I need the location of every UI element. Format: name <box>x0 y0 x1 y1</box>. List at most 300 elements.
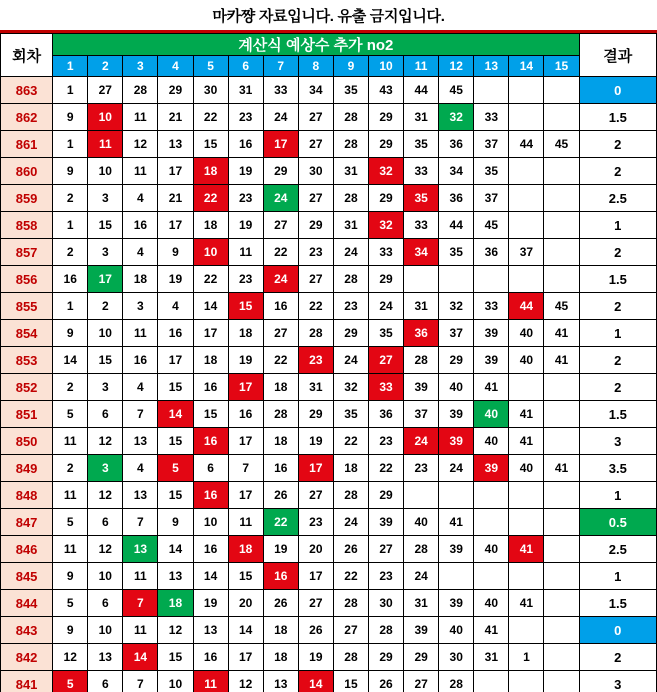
result-cell: 2 <box>579 293 656 320</box>
result-cell: 2 <box>579 644 656 671</box>
number-cell: 24 <box>263 185 298 212</box>
number-cell: 11 <box>53 482 88 509</box>
number-cell: 22 <box>263 347 298 374</box>
number-cell <box>474 482 509 509</box>
table-body <box>1 77 657 692</box>
number-cell: 30 <box>369 590 404 617</box>
number-cell: 12 <box>123 131 158 158</box>
number-cell: 12 <box>53 644 88 671</box>
number-cell: 15 <box>88 212 123 239</box>
result-cell: 0 <box>579 77 656 104</box>
number-cell: 22 <box>263 239 298 266</box>
number-cell: 10 <box>158 671 193 692</box>
number-cell: 2 <box>53 239 88 266</box>
number-cell: 11 <box>123 617 158 644</box>
number-cell: 44 <box>509 131 544 158</box>
prediction-table <box>0 33 657 692</box>
number-cell: 37 <box>474 131 509 158</box>
number-cell <box>439 563 474 590</box>
number-cell: 16 <box>158 320 193 347</box>
number-cell: 24 <box>404 563 439 590</box>
column-number-13: 13 <box>474 56 509 77</box>
number-cell: 36 <box>369 401 404 428</box>
number-cell <box>544 644 579 671</box>
number-cell: 41 <box>474 617 509 644</box>
number-cell: 18 <box>193 212 228 239</box>
number-cell: 18 <box>263 644 298 671</box>
number-cell: 16 <box>193 644 228 671</box>
number-cell: 23 <box>369 563 404 590</box>
number-cell: 44 <box>439 212 474 239</box>
number-cell: 18 <box>193 158 228 185</box>
number-cell <box>544 482 579 509</box>
number-cell: 27 <box>263 320 298 347</box>
number-cell: 40 <box>474 536 509 563</box>
number-cell: 39 <box>439 428 474 455</box>
number-cell: 16 <box>123 212 158 239</box>
result-cell: 1.5 <box>579 401 656 428</box>
number-cell: 7 <box>123 401 158 428</box>
number-cell: 26 <box>263 590 298 617</box>
number-cell: 28 <box>369 617 404 644</box>
table-row <box>1 509 657 536</box>
number-cell: 7 <box>123 590 158 617</box>
number-cell: 40 <box>439 617 474 644</box>
number-cell: 27 <box>369 347 404 374</box>
number-cell: 27 <box>298 104 333 131</box>
number-cell: 14 <box>158 536 193 563</box>
number-cell: 35 <box>404 131 439 158</box>
number-cell: 28 <box>333 266 368 293</box>
number-cell <box>509 266 544 293</box>
number-cell: 13 <box>123 482 158 509</box>
round-number: 855 <box>1 293 53 320</box>
result-cell: 1.5 <box>579 266 656 293</box>
number-cell: 23 <box>228 185 263 212</box>
table-row <box>1 320 657 347</box>
number-cell: 16 <box>193 374 228 401</box>
number-cell: 34 <box>404 239 439 266</box>
number-cell <box>509 482 544 509</box>
number-cell: 44 <box>509 293 544 320</box>
number-cell: 24 <box>333 509 368 536</box>
number-cell: 28 <box>404 536 439 563</box>
result-cell: 1 <box>579 320 656 347</box>
number-cell: 41 <box>544 455 579 482</box>
number-cell: 18 <box>228 536 263 563</box>
number-cell <box>544 374 579 401</box>
number-cell: 37 <box>439 320 474 347</box>
number-cell: 31 <box>228 77 263 104</box>
result-cell: 2 <box>579 347 656 374</box>
number-cell: 11 <box>123 320 158 347</box>
number-cell: 13 <box>88 644 123 671</box>
number-cell: 11 <box>123 104 158 131</box>
number-cell: 16 <box>123 347 158 374</box>
round-number: 849 <box>1 455 53 482</box>
number-cell <box>509 158 544 185</box>
number-cell <box>439 482 474 509</box>
number-cell: 13 <box>193 617 228 644</box>
number-cell: 36 <box>439 185 474 212</box>
number-cell: 18 <box>228 320 263 347</box>
round-number: 841 <box>1 671 53 692</box>
number-cell: 17 <box>158 158 193 185</box>
number-cell: 26 <box>263 482 298 509</box>
number-cell: 22 <box>193 185 228 212</box>
round-number: 854 <box>1 320 53 347</box>
number-cell: 40 <box>404 509 439 536</box>
number-cell: 3 <box>88 185 123 212</box>
number-cell: 10 <box>193 509 228 536</box>
number-cell: 16 <box>53 266 88 293</box>
number-cell: 1 <box>509 644 544 671</box>
round-number: 859 <box>1 185 53 212</box>
number-cell: 28 <box>333 104 368 131</box>
number-cell: 36 <box>404 320 439 347</box>
number-cell <box>474 266 509 293</box>
number-cell <box>474 671 509 692</box>
number-cell: 35 <box>439 239 474 266</box>
number-cell: 28 <box>333 590 368 617</box>
number-cell: 29 <box>369 185 404 212</box>
number-cell: 15 <box>158 644 193 671</box>
number-cell: 39 <box>439 536 474 563</box>
number-cell: 9 <box>158 239 193 266</box>
column-number-5: 5 <box>193 56 228 77</box>
table-row <box>1 644 657 671</box>
number-cell: 23 <box>298 347 333 374</box>
number-cell: 40 <box>509 455 544 482</box>
number-cell <box>509 104 544 131</box>
number-cell <box>509 185 544 212</box>
number-cell: 22 <box>369 455 404 482</box>
number-cell: 13 <box>263 671 298 692</box>
number-cell: 4 <box>123 374 158 401</box>
round-number: 861 <box>1 131 53 158</box>
round-number: 843 <box>1 617 53 644</box>
result-cell: 1 <box>579 212 656 239</box>
number-cell: 11 <box>88 131 123 158</box>
number-cell <box>404 266 439 293</box>
number-cell: 32 <box>439 293 474 320</box>
number-cell: 33 <box>369 239 404 266</box>
number-cell: 29 <box>298 212 333 239</box>
number-cell: 7 <box>123 671 158 692</box>
result-cell: 0 <box>579 617 656 644</box>
number-cell: 16 <box>263 563 298 590</box>
number-cell: 17 <box>193 320 228 347</box>
number-cell: 29 <box>369 104 404 131</box>
number-cell: 15 <box>88 347 123 374</box>
column-number-11: 11 <box>404 56 439 77</box>
number-cell: 13 <box>158 563 193 590</box>
number-cell: 40 <box>509 347 544 374</box>
number-cell: 9 <box>158 509 193 536</box>
number-cell: 30 <box>193 77 228 104</box>
result-cell: 1.5 <box>579 590 656 617</box>
number-cell: 27 <box>298 266 333 293</box>
number-cell: 10 <box>88 563 123 590</box>
number-cell <box>509 563 544 590</box>
number-cell: 31 <box>333 212 368 239</box>
number-cell: 29 <box>263 158 298 185</box>
number-cell: 24 <box>263 104 298 131</box>
number-cell: 41 <box>439 509 474 536</box>
number-cell: 40 <box>474 428 509 455</box>
result-cell: 1 <box>579 563 656 590</box>
number-cell: 24 <box>333 239 368 266</box>
result-cell: 3 <box>579 428 656 455</box>
number-cell: 27 <box>369 536 404 563</box>
number-cell: 2 <box>53 374 88 401</box>
round-number: 860 <box>1 158 53 185</box>
number-cell: 17 <box>158 212 193 239</box>
number-cell: 19 <box>298 644 333 671</box>
number-cell: 26 <box>333 536 368 563</box>
round-number: 850 <box>1 428 53 455</box>
number-cell: 16 <box>228 401 263 428</box>
number-cell: 15 <box>158 428 193 455</box>
number-cell <box>474 563 509 590</box>
number-cell: 41 <box>509 428 544 455</box>
number-cell: 31 <box>298 374 333 401</box>
number-cell: 40 <box>439 374 474 401</box>
number-cell: 28 <box>333 644 368 671</box>
table-row <box>1 239 657 266</box>
table-row <box>1 212 657 239</box>
number-cell: 10 <box>88 104 123 131</box>
number-cell: 17 <box>228 644 263 671</box>
number-cell: 17 <box>228 428 263 455</box>
notice-banner <box>0 0 657 33</box>
number-cell: 28 <box>298 320 333 347</box>
round-number: 844 <box>1 590 53 617</box>
number-cell: 18 <box>263 374 298 401</box>
number-cell: 31 <box>404 104 439 131</box>
number-cell: 18 <box>158 590 193 617</box>
number-cell: 44 <box>404 77 439 104</box>
number-cell: 19 <box>193 590 228 617</box>
number-cell: 39 <box>474 320 509 347</box>
header-result: 결과 <box>579 34 656 77</box>
number-cell: 5 <box>53 671 88 692</box>
number-cell: 10 <box>193 239 228 266</box>
number-cell <box>474 509 509 536</box>
table-row <box>1 671 657 692</box>
number-cell: 33 <box>263 77 298 104</box>
number-cell: 19 <box>158 266 193 293</box>
number-cell: 27 <box>298 482 333 509</box>
number-cell: 37 <box>474 185 509 212</box>
number-cell: 12 <box>88 536 123 563</box>
number-cell: 14 <box>228 617 263 644</box>
number-cell: 40 <box>474 401 509 428</box>
table-header-row <box>1 34 657 56</box>
number-cell: 28 <box>404 347 439 374</box>
number-cell <box>544 509 579 536</box>
number-cell: 36 <box>474 239 509 266</box>
round-number: 846 <box>1 536 53 563</box>
number-cell: 34 <box>298 77 333 104</box>
number-cell: 20 <box>228 590 263 617</box>
number-cell: 4 <box>158 293 193 320</box>
round-number: 858 <box>1 212 53 239</box>
number-cell: 6 <box>88 671 123 692</box>
number-cell: 29 <box>369 482 404 509</box>
number-cell: 27 <box>298 131 333 158</box>
number-cell: 20 <box>298 536 333 563</box>
number-cell: 9 <box>53 617 88 644</box>
table-row <box>1 536 657 563</box>
number-cell: 12 <box>228 671 263 692</box>
number-cell: 39 <box>439 401 474 428</box>
number-cell: 24 <box>263 266 298 293</box>
number-cell: 18 <box>123 266 158 293</box>
number-cell: 32 <box>369 212 404 239</box>
notice-banner-text: 마카쨩 자료입니다. 유출 금지입니다. <box>212 7 445 25</box>
number-cell: 4 <box>123 455 158 482</box>
table-row <box>1 563 657 590</box>
number-cell: 14 <box>298 671 333 692</box>
number-cell: 10 <box>88 320 123 347</box>
number-cell: 24 <box>439 455 474 482</box>
number-cell: 17 <box>88 266 123 293</box>
number-cell: 9 <box>53 158 88 185</box>
column-number-14: 14 <box>509 56 544 77</box>
number-cell: 29 <box>369 644 404 671</box>
number-cell: 37 <box>509 239 544 266</box>
number-cell: 35 <box>474 158 509 185</box>
number-cell: 29 <box>333 320 368 347</box>
table-row <box>1 482 657 509</box>
number-cell <box>509 671 544 692</box>
number-cell <box>544 671 579 692</box>
round-number: 845 <box>1 563 53 590</box>
round-number: 862 <box>1 104 53 131</box>
number-cell: 41 <box>509 536 544 563</box>
number-cell: 21 <box>158 104 193 131</box>
number-cell: 15 <box>158 482 193 509</box>
round-number: 857 <box>1 239 53 266</box>
number-cell: 14 <box>123 644 158 671</box>
number-cell <box>509 374 544 401</box>
column-number-7: 7 <box>263 56 298 77</box>
number-cell: 37 <box>404 401 439 428</box>
number-cell: 40 <box>509 320 544 347</box>
number-cell: 13 <box>123 428 158 455</box>
number-cell: 5 <box>158 455 193 482</box>
number-cell: 21 <box>158 185 193 212</box>
number-cell <box>544 536 579 563</box>
number-cell: 28 <box>123 77 158 104</box>
number-cell: 18 <box>263 428 298 455</box>
header-round: 회차 <box>1 34 53 77</box>
column-number-4: 4 <box>158 56 193 77</box>
table-row <box>1 158 657 185</box>
number-cell: 6 <box>88 590 123 617</box>
round-number: 852 <box>1 374 53 401</box>
number-cell: 35 <box>333 77 368 104</box>
number-cell: 36 <box>439 131 474 158</box>
number-cell: 18 <box>193 347 228 374</box>
number-cell: 19 <box>228 212 263 239</box>
number-cell: 45 <box>474 212 509 239</box>
number-cell: 18 <box>333 455 368 482</box>
header-title: 계산식 예상수 추가 no2 <box>53 34 579 56</box>
number-cell: 23 <box>369 428 404 455</box>
number-cell: 35 <box>369 320 404 347</box>
result-cell: 1 <box>579 482 656 509</box>
number-cell: 6 <box>193 455 228 482</box>
number-cell: 22 <box>193 266 228 293</box>
number-cell: 12 <box>88 428 123 455</box>
number-cell: 18 <box>263 617 298 644</box>
number-cell: 11 <box>53 536 88 563</box>
table-row <box>1 293 657 320</box>
result-cell: 2 <box>579 239 656 266</box>
number-cell: 9 <box>53 104 88 131</box>
number-cell: 14 <box>193 563 228 590</box>
number-cell <box>509 77 544 104</box>
number-cell: 15 <box>228 293 263 320</box>
number-cell: 17 <box>298 563 333 590</box>
table-row <box>1 428 657 455</box>
number-cell: 27 <box>404 671 439 692</box>
number-cell: 17 <box>228 374 263 401</box>
number-cell: 23 <box>228 104 263 131</box>
number-cell: 13 <box>123 536 158 563</box>
round-number: 853 <box>1 347 53 374</box>
number-cell: 45 <box>544 131 579 158</box>
number-cell: 28 <box>263 401 298 428</box>
number-cell: 11 <box>193 671 228 692</box>
number-cell: 2 <box>88 293 123 320</box>
number-cell: 29 <box>404 644 439 671</box>
result-cell: 2 <box>579 158 656 185</box>
number-cell: 31 <box>404 590 439 617</box>
number-cell <box>544 590 579 617</box>
number-cell: 33 <box>404 158 439 185</box>
number-cell: 3 <box>88 374 123 401</box>
number-cell: 31 <box>474 644 509 671</box>
number-cell: 14 <box>53 347 88 374</box>
number-cell: 39 <box>474 455 509 482</box>
number-cell: 32 <box>439 104 474 131</box>
number-cell: 33 <box>474 104 509 131</box>
number-cell: 34 <box>439 158 474 185</box>
number-cell: 10 <box>88 617 123 644</box>
table-row <box>1 185 657 212</box>
number-cell: 23 <box>228 266 263 293</box>
number-cell: 33 <box>369 374 404 401</box>
number-cell: 4 <box>123 185 158 212</box>
table-row <box>1 374 657 401</box>
number-cell: 39 <box>369 509 404 536</box>
number-cell: 9 <box>53 320 88 347</box>
number-cell: 27 <box>88 77 123 104</box>
number-cell: 24 <box>404 428 439 455</box>
result-cell: 2 <box>579 131 656 158</box>
number-cell: 27 <box>263 212 298 239</box>
number-cell <box>439 266 474 293</box>
number-cell: 11 <box>228 509 263 536</box>
number-cell: 41 <box>474 374 509 401</box>
number-cell: 1 <box>53 131 88 158</box>
number-cell: 32 <box>369 158 404 185</box>
number-cell: 22 <box>193 104 228 131</box>
number-cell: 22 <box>333 563 368 590</box>
